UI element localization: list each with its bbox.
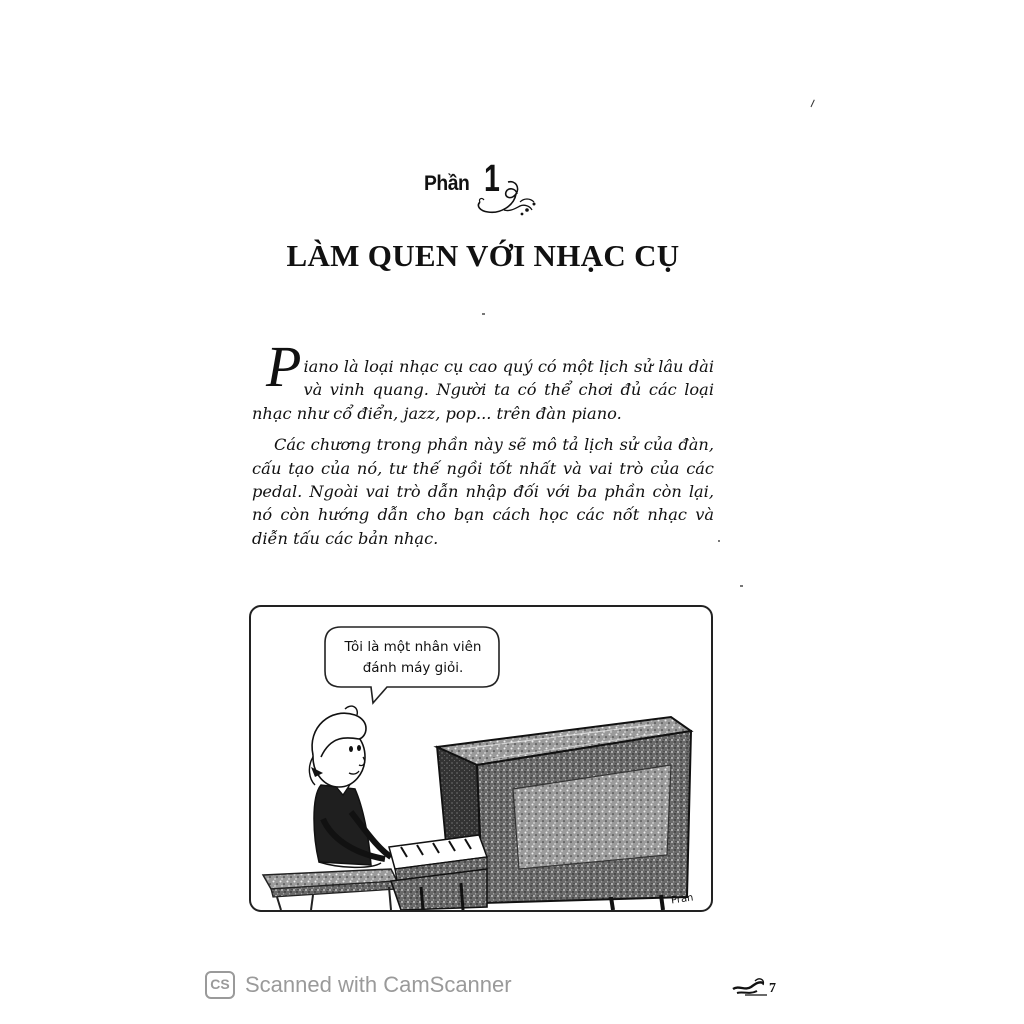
paragraph-1: [252, 334, 714, 425]
scan-speck: [482, 313, 485, 315]
scanner-watermark: Scanned with CamScanner: [245, 972, 512, 997]
speech-line-2: đánh máy giỏi.: [362, 660, 464, 676]
page-number: 7: [769, 981, 776, 996]
scan-speck: [740, 585, 743, 587]
part-heading: [424, 158, 544, 228]
speech-bubble-text: [333, 637, 493, 679]
paragraph-2: Các chương trong phần này sẽ mô tả lịch sử của đàn, cấu tạo của nó, tư thế ngồi tốt nhất và vai trò của các pedal. Ngoài vai trò dẫn nhập đối với ba phần còn lại, nó còn hướng dẫn cho bạn cách học các nốt nhạc và diễn tấu các bản nhạc.: [252, 435, 714, 548]
part-label: Phần: [424, 172, 470, 195]
flourish-ornament-icon: [464, 172, 539, 222]
scan-speck: [718, 540, 720, 542]
drop-cap: P: [266, 334, 302, 399]
artist-signature: Pran: [670, 892, 695, 907]
cartoon-panel: [249, 605, 713, 912]
speech-line-1: Tôi là một nhân viên: [344, 639, 482, 655]
paragraph-1-text: iano là loại nhạc cụ cao quý có một lịch sử lâu dài và vinh quang. Người ta có thể chơi đủ các loại nhạc như cổ điển, jazz, pop... trên đàn piano.: [252, 357, 714, 423]
scan-speck: [810, 100, 817, 109]
part-number: 1: [484, 158, 500, 200]
chapter-title: LÀM QUEN VỚI NHẠC CỤ: [286, 238, 680, 273]
camscanner-logo-icon: CS: [205, 971, 235, 999]
body-text: [252, 334, 714, 550]
page-ornament-icon: [731, 975, 771, 999]
